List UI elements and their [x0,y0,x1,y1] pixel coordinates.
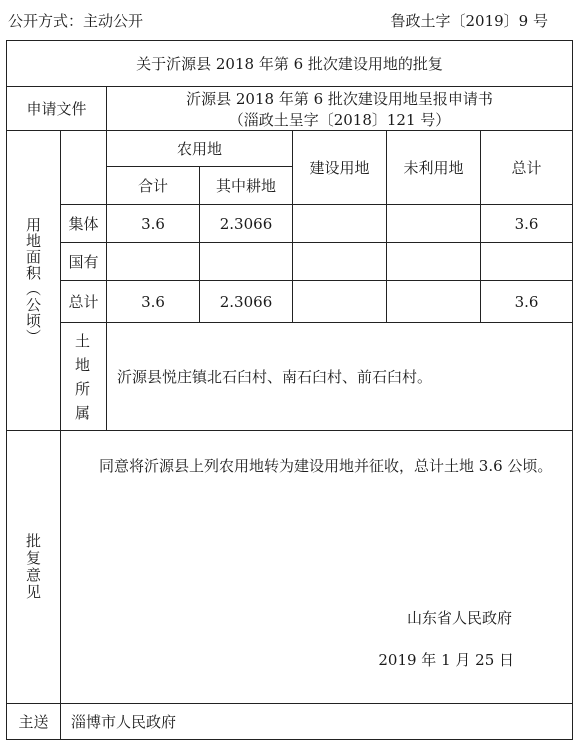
table-row [7,281,573,323]
cell-unused [387,281,481,323]
cell-subtotal: 3.6 [107,281,200,323]
row-label: 国有 [61,243,107,281]
header-construction: 建设用地 [293,131,387,205]
cell-unused [387,243,481,281]
opinion-text: 同意将沂源县上列农用地转为建设用地并征收，总计土地 3.6 公顷。 [99,457,553,475]
cell-construction [293,281,387,323]
header-agri: 农用地 [107,131,293,167]
cell-total [481,243,573,281]
cell-construction [293,243,387,281]
cell-construction [293,205,387,243]
header-cultivated: 其中耕地 [200,167,293,205]
cell-unused [387,205,481,243]
delivery-value: 淄博市人民政府 [61,704,573,740]
header-subtotal: 合计 [107,167,200,205]
cell-cultivated [200,243,293,281]
application-line-1: 沂源县 2018 年第 6 批次建设用地呈报申请书 [186,89,493,108]
application-line-2: （淄政土呈字〔2018〕121 号） [228,110,451,129]
header-total: 总计 [481,131,573,205]
cell-cultivated: 2.3066 [200,205,293,243]
application-file [107,87,573,131]
document-number: 鲁政土字〔2019〕9 号 [390,12,548,30]
cell-subtotal: 3.6 [107,205,200,243]
ownership-label-cell [61,323,107,431]
row-label: 总计 [61,281,107,323]
row-label: 集体 [61,205,107,243]
application-label: 申请文件 [7,87,107,131]
document-header [8,10,570,32]
blank-corner [61,131,107,205]
opinion-label: 批复意见 [24,533,42,601]
table-row [7,205,573,243]
cell-cultivated: 2.3066 [200,281,293,323]
header-unused: 未利用地 [387,131,481,205]
approval-form-table [6,40,573,740]
opinion-cell [61,431,573,704]
table-row [7,243,573,281]
area-label: 用地面积（公顷） [24,216,42,345]
ownership-value: 沂源县悦庄镇北石臼村、南石臼村、前石臼村。 [107,323,573,431]
signing-authority: 山东省人民政府 [407,609,513,627]
area-label-cell [7,131,61,431]
disclosure-mode: 公开方式：主动公开 [8,12,144,30]
signing-date: 2019 年 1 月 25 日 [378,651,515,669]
cell-subtotal [107,243,200,281]
cell-total: 3.6 [481,205,573,243]
delivery-label: 主送 [7,704,61,740]
document-title: 关于沂源县 2018 年第 6 批次建设用地的批复 [7,41,573,87]
cell-total: 3.6 [481,281,573,323]
opinion-label-cell [7,431,61,704]
ownership-label: 土地所属 [74,331,92,422]
